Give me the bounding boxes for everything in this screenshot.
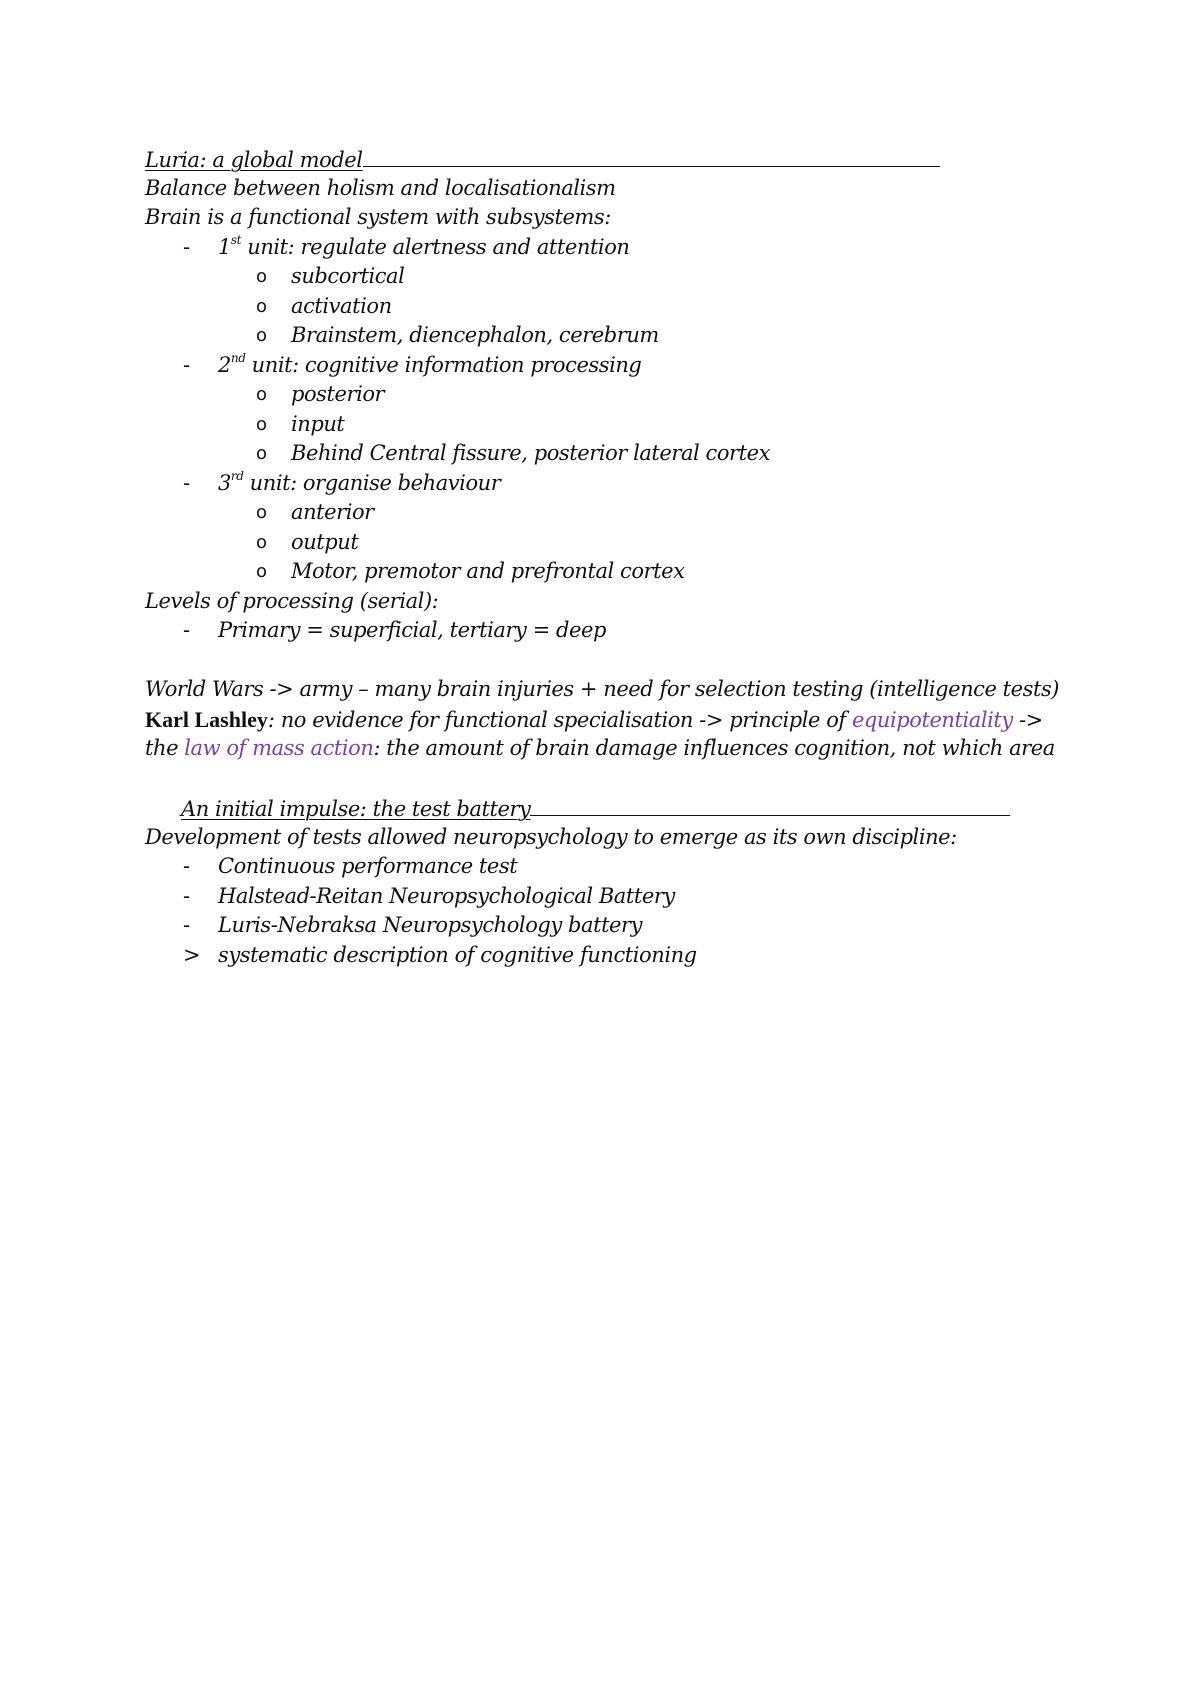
dash-bullet: -	[183, 352, 190, 377]
arrow-bullet: >	[183, 942, 201, 967]
levels-line: Levels of processing (serial):	[145, 588, 439, 613]
unit-3-sub-2: o output	[145, 528, 1059, 558]
unit-1-sub-3: o Brainstem, diencephalon, cerebrum	[145, 321, 1059, 351]
battery-item: > systematic description of cognitive functioning	[145, 941, 1059, 971]
battery-heading-line	[145, 793, 1059, 823]
dash-bullet: -	[183, 913, 190, 937]
circle-bullet: o	[256, 266, 267, 287]
battery-intro: Development of tests allowed neuropsychology to emerge as its own discipline:	[145, 824, 957, 849]
unit-1-sub-1: o subcortical	[145, 262, 1059, 292]
unit-2: - 2nd unit: cognitive information processing	[145, 351, 1059, 381]
circle-bullet: o	[256, 384, 267, 405]
battery-item: - Continuous performance test	[145, 852, 1059, 882]
world-wars-line: World Wars -> army – many brain injuries + need for selection testing (intelligence tests)	[145, 677, 1060, 701]
heading-underline	[530, 793, 1010, 816]
mass-action-line: the law of mass action: the amount of brain damage influences cognition, not which area	[145, 736, 1055, 760]
levels-item: - Primary = superficial, tertiary = deep	[145, 616, 1059, 646]
equipotentiality-term: equipotentiality	[851, 707, 1013, 732]
battery-item: - Halstead-Reitan Neuropsychological Battery	[145, 882, 1059, 912]
circle-bullet: o	[256, 502, 267, 523]
unit-2-sub-1: o posterior	[145, 380, 1059, 410]
circle-bullet: o	[256, 531, 267, 553]
mass-action-term: law of mass action	[184, 736, 374, 760]
unit-3-sub-3: o Motor, premotor and prefrontal cortex	[145, 557, 1059, 587]
document-body	[145, 144, 1059, 970]
luria-heading: Luria: a global model	[145, 148, 363, 172]
blank-line	[145, 646, 1059, 676]
circle-bullet: o	[256, 413, 267, 435]
unit-1: - 1st unit: regulate alertness and attention	[145, 233, 1059, 263]
unit-2-sub-3: o Behind Central fissure, posterior lateral cortex	[145, 439, 1059, 469]
luria-heading-line	[145, 144, 1059, 174]
luria-line-functional-system: Brain is a functional system with subsystems:	[145, 205, 611, 229]
blank-line	[145, 764, 1059, 794]
unit-3: - 3rd unit: organise behaviour	[145, 469, 1059, 499]
circle-bullet: o	[256, 443, 267, 464]
unit-1-sub-2: o activation	[145, 292, 1059, 322]
battery-item: - Luris-Nebraksa Neuropsychology battery	[145, 911, 1059, 941]
battery-heading: An initial impulse: the test battery	[181, 797, 531, 821]
dash-bullet: -	[183, 883, 190, 908]
lashley-line: Karl Lashley: no evidence for functional specialisation -> principle of equipotentiality ->	[145, 706, 1043, 732]
circle-bullet: o	[256, 325, 267, 346]
unit-2-sub-2: o input	[145, 410, 1059, 440]
luria-line-balance: Balance between holism and localisationalism	[145, 175, 616, 200]
dash-bullet: -	[183, 854, 190, 878]
lashley-name: Karl Lashley	[145, 706, 268, 732]
dash-bullet: -	[183, 618, 190, 642]
circle-bullet: o	[256, 295, 267, 317]
unit-3-sub-1: o anterior	[145, 498, 1059, 528]
circle-bullet: o	[256, 561, 267, 582]
heading-underline	[363, 144, 940, 167]
dash-bullet: -	[183, 470, 190, 495]
dash-bullet: -	[183, 234, 190, 259]
